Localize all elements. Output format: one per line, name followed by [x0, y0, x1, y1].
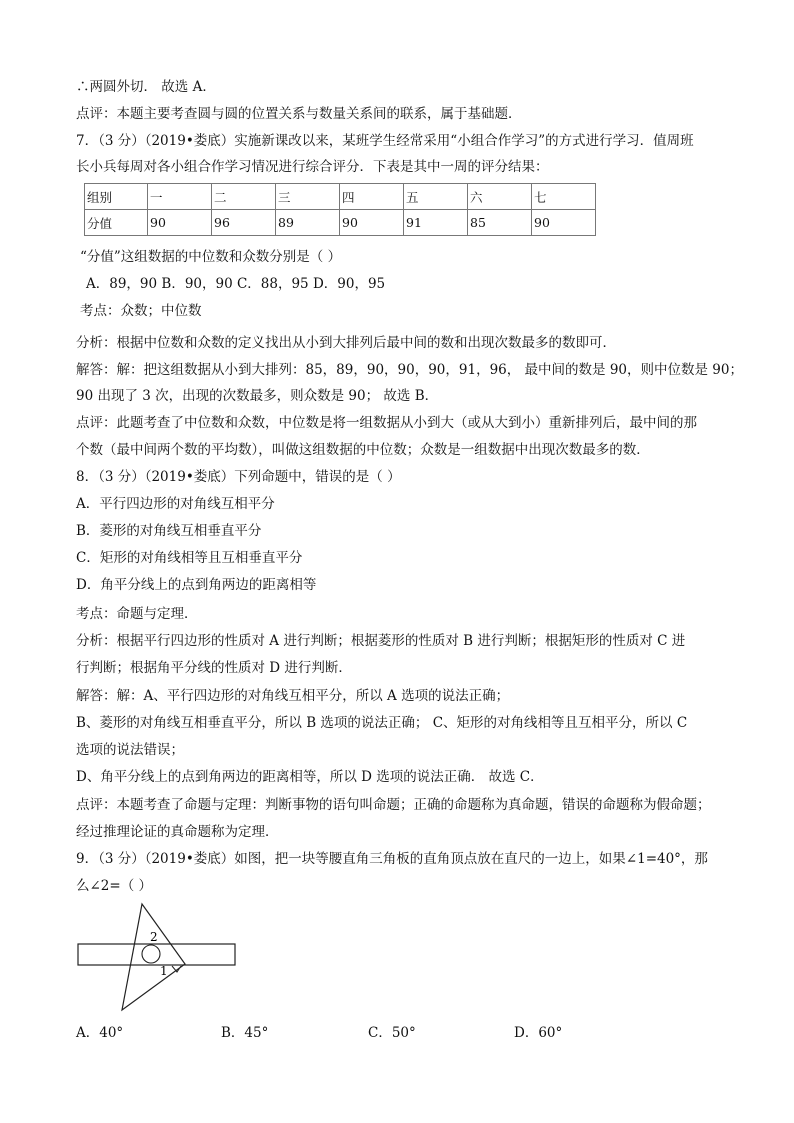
table-cell: 一	[148, 184, 212, 210]
table-cell: 分值	[85, 210, 148, 236]
text-line: 点评：本题主要考查圆与圆的位置关系与数量关系间的联系，属于基础题．	[76, 106, 522, 122]
table-cell: 六	[468, 184, 532, 210]
comment-text: 点评：本题考查了命题与定理：判断事物的语句叫命题；正确的命题称为真命题，错误的命题称为假命题；	[76, 797, 711, 813]
question-7-stem: 7．（3 分）（2019•娄底）实施新课改以来，某班学生经常采用“小组合作学习”的方式进行学习．值周班	[76, 133, 694, 149]
angle-label-1: 1	[160, 964, 168, 978]
question-8-stem: 8．（3 分）（2019•娄底）下列命题中，错误的是（ ）	[76, 469, 401, 485]
table-cell: 组别	[85, 184, 148, 210]
question-9-option-c: C．50°	[368, 1025, 416, 1041]
table-cell: 96	[212, 210, 276, 236]
table-cell: 七	[532, 184, 596, 210]
table-cell: 二	[212, 184, 276, 210]
question-9-option-b: B．45°	[221, 1025, 269, 1041]
question-7-options: A．89，90 B．90，90 C．88，95 D．90，95	[86, 276, 386, 292]
question-8-option-b: B．菱形的对角线互相垂直平分	[76, 523, 262, 539]
question-7-prompt: “分值”这组数据的中位数和众数分别是（ ）	[80, 249, 342, 265]
score-table	[84, 183, 596, 236]
analysis-text: 分析：根据中位数和众数的定义找出从小到大排列后最中间的数和出现次数最多的数即可．	[76, 335, 616, 351]
analysis-text: 分析：根据平行四边形的性质对 A 进行判断；根据菱形的性质对 B 进行判断；根据矩形的性质对 C 进	[76, 633, 686, 649]
table-cell: 90	[340, 210, 404, 236]
answer-text: 解答：解：A、平行四边形的对角线互相平分，所以 A 选项的说法正确；	[76, 688, 510, 704]
answer-text: B、菱形的对角线互相垂直平分，所以 B 选项的说法正确； C、矩形的对角线相等且互相平分，所以 C	[76, 715, 688, 731]
table-cell: 三	[276, 184, 340, 210]
text-line: ∴两圆外切． 故选 A．	[76, 79, 216, 95]
table-cell: 85	[468, 210, 532, 236]
table-cell: 90	[148, 210, 212, 236]
angle-circle	[142, 945, 160, 963]
answer-text: 解答：解：把这组数据从小到大排列：85，89，90，90，90，91，96， 最中间的数是 90，则中位数是 90；	[76, 362, 743, 378]
comment-text: 经过推理论证的真命题称为定理．	[76, 824, 279, 840]
table-cell: 89	[276, 210, 340, 236]
question-9-option-a: A．40°	[76, 1025, 124, 1041]
table-header-row	[85, 184, 596, 210]
angle-label-2: 2	[150, 930, 158, 944]
table-cell: 五	[404, 184, 468, 210]
triangle-shape	[122, 904, 185, 1010]
question-8-option-c: C．矩形的对角线相等且互相垂直平分	[76, 550, 303, 566]
comment-text: 点评：此题考查了中位数和众数，中位数是将一组数据从小到大（或从大到小）重新排列后，最中间的那	[76, 415, 697, 431]
table-cell: 91	[404, 210, 468, 236]
analysis-text: 行判断；根据角平分线的性质对 D 进行判断．	[76, 660, 352, 676]
right-angle-mark	[172, 966, 181, 972]
kaodian-label: 考点：众数；中位数	[80, 303, 202, 319]
comment-text: 个数（最中间两个数的平均数），叫做这组数据的中位数；众数是一组数据中出现次数最多的数．	[76, 442, 650, 458]
triangle-ruler-figure	[76, 900, 246, 1015]
table-cell: 四	[340, 184, 404, 210]
question-9-option-d: D．60°	[514, 1025, 563, 1041]
answer-text: D、角平分线上的点到角两边的距离相等，所以 D 选项的说法正确． 故选 C．	[76, 769, 544, 785]
question-8-option-a: A．平行四边形的对角线互相平分	[76, 496, 275, 512]
table-row	[85, 210, 596, 236]
answer-text: 90 出现了 3 次，出现的次数最多，则众数是 90； 故选 B．	[76, 388, 439, 404]
question-9-stem: 9．（3 分）（2019•娄底）如图，把一块等腰直角三角板的直角顶点放在直尺的一边上，如果∠1=40°，那	[76, 851, 708, 867]
answer-text: 选项的说法错误；	[76, 742, 184, 758]
table-cell: 90	[532, 210, 596, 236]
kaodian-label: 考点：命题与定理．	[76, 606, 198, 622]
question-8-option-d: D．角平分线上的点到角两边的距离相等	[76, 577, 317, 593]
question-9-stem: 么∠2=（ ）	[76, 878, 153, 894]
question-7-stem: 长小兵每周对各小组合作学习情况进行综合评分．下表是其中一周的评分结果：	[76, 159, 549, 175]
